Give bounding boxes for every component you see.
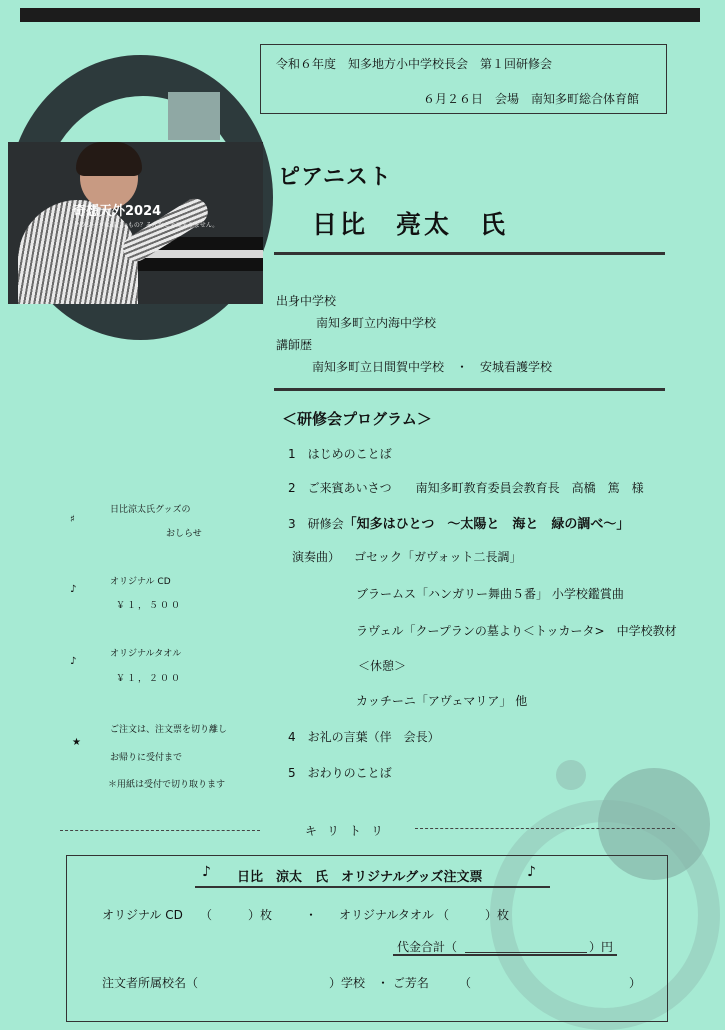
decorative-circle-small (556, 760, 586, 790)
order-title: 日比 涼太 氏 オリジナルグッズ注文票 (237, 870, 483, 885)
speaker-label: ピアニスト (278, 165, 392, 190)
order-name-field[interactable] (477, 984, 627, 988)
order-name-label: ・ ご芳名 (377, 976, 429, 990)
order-title-underline (195, 886, 550, 888)
order-note-right: ♪ (527, 864, 536, 880)
program-item-text: ご来賓あいさつ 南知多町教育委員会教育長 高橋 篤 様 (307, 481, 644, 495)
cut-line-left (60, 830, 260, 831)
goods-towel-price: ￥１，２００ (116, 674, 183, 684)
order-cd-label: オリジナル CD (102, 908, 183, 922)
star-mark: ★ (72, 737, 81, 748)
order-total-underline (393, 954, 617, 956)
goods-notice-3: ＊用紙は受付で切り取ります (108, 780, 226, 790)
order-school-field[interactable] (207, 984, 327, 988)
order-school-end: ）学校 (329, 976, 366, 990)
goods-cd-label: オリジナル CD (110, 577, 171, 587)
program-title: ＜研修会プログラム＞ (282, 410, 432, 428)
school-value: 南知多町立内海中学校 (316, 316, 437, 330)
goods-towel-label: オリジナルタオル (110, 649, 182, 659)
header-box (260, 44, 667, 114)
order-form (66, 855, 668, 1022)
pianist-photo (8, 142, 263, 304)
program-item-num: 3 (288, 517, 296, 531)
decorative-square (168, 92, 220, 140)
divider-lower (274, 388, 665, 391)
program-item-text: 研修会 (307, 517, 344, 531)
event-title: 令和６年度 知多地方小中学校長会 第１回研修会 (276, 57, 553, 71)
order-total-field[interactable] (465, 952, 587, 953)
order-note-left: ♪ (202, 864, 211, 880)
perf-break: ＜休憩＞ (358, 659, 407, 673)
perf-label: 演奏曲） (292, 550, 341, 564)
top-bar (20, 8, 700, 22)
order-name-open: （ (459, 976, 472, 990)
speaker-name: 日比 亮太 氏 (312, 210, 509, 239)
program-item-5 (288, 764, 392, 781)
order-name-close: ） (629, 976, 642, 990)
cut-label: キリトリ (305, 824, 394, 838)
program-item-num: 4 (288, 730, 296, 744)
goods-notice-1: ご注文は、注文票を切り離し (110, 725, 228, 735)
perf-item-1: ゴセック「ガヴォット二長調」 (354, 550, 522, 564)
note-mark-cd: ♪ (70, 584, 77, 595)
program-item-text: はじめのことば (307, 447, 392, 461)
program-item-1 (288, 445, 392, 462)
person-hair (76, 142, 142, 176)
perf-item-4: カッチーニ「アヴェマリア」 他 (356, 694, 528, 708)
program-item-3 (288, 513, 629, 532)
divider-upper (274, 252, 665, 255)
perf-item-2: ブラームス「ハンガリー舞曲５番」 小学校鑑賞曲 (356, 587, 624, 601)
program-item-num: 2 (288, 481, 296, 495)
goods-title-line1: 日比涼太氏グッズの (110, 505, 191, 515)
program-session-title: 「知多はひとつ ～太陽と 海と 緑の調べ～」 (343, 517, 630, 532)
order-towel-qty-field[interactable]: （ ）枚 (437, 908, 510, 922)
program-item-text: おわりのことば (307, 766, 392, 780)
note-mark-towel: ♪ (70, 656, 77, 667)
order-towel-label: オリジナルタオル (339, 908, 434, 922)
order-dot: ・ (305, 908, 318, 922)
program-item-text: お礼の言葉（伴 会長） (307, 730, 440, 744)
cut-line-right (415, 828, 675, 829)
goods-cd-price: ￥１，５００ (116, 601, 183, 611)
career-value: 南知多町立日間賀中学校 ・ 安城看護学校 (312, 360, 553, 374)
goods-notice-2: お帰りに受付まで (110, 753, 183, 763)
school-label: 出身中学校 (276, 294, 337, 308)
goods-title-line2: おしらせ (166, 529, 202, 539)
sharp-mark: ♯ (70, 514, 75, 525)
order-total-label: 代金合計（ (397, 940, 458, 954)
program-item-num: 5 (288, 766, 296, 780)
program-item-4 (288, 728, 440, 745)
career-label: 講師歴 (276, 338, 313, 352)
photo-title: 奇想天外2024 (73, 204, 162, 219)
order-cd-qty-field[interactable]: （ ）枚 (200, 908, 273, 922)
program-item-2 (288, 479, 644, 496)
order-school-label: 注文者所属校名（ (102, 976, 199, 990)
photo-caption: クラシックは難しいもの？そんなことはありません。 (74, 222, 219, 229)
order-total-end: ）円 (589, 940, 614, 954)
event-date-venue: ６月２６日 会場 南知多町総合体育館 (423, 92, 640, 106)
perf-item-3: ラヴェル「クープランの墓より＜トッカータ> 中学校教材 (356, 624, 677, 638)
program-item-num: 1 (288, 447, 296, 461)
